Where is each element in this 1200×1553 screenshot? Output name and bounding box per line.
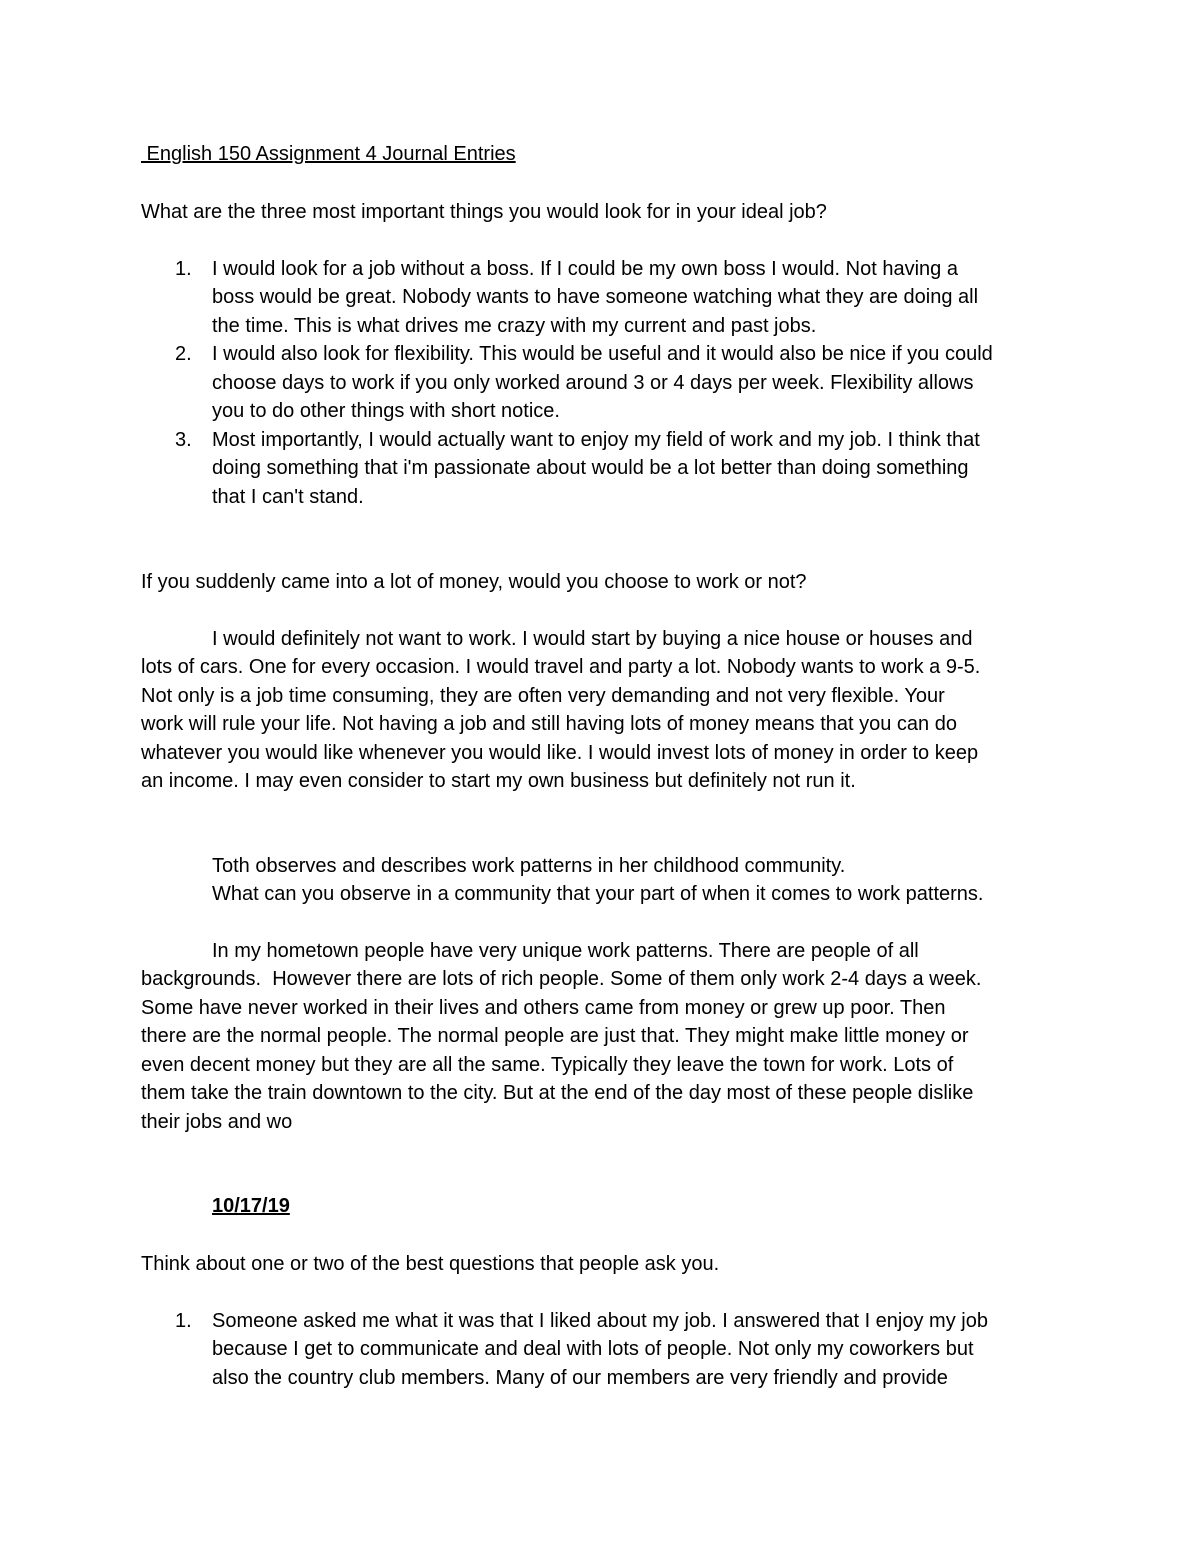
answer-paragraph-line: I would definitely not want to work. I would start by buying a nice house or houses and xyxy=(212,628,973,650)
answer-paragraph-line: work will rule your life. Not having a job and still having lots of money means that you can do xyxy=(141,713,957,735)
entry-date: 10/17/19 xyxy=(212,1195,290,1217)
answer-paragraph-line: even decent money but they are all the same. Typically they leave the town for work. Lots of xyxy=(141,1054,954,1076)
list-item-number: 1. xyxy=(175,258,192,280)
list-item-line: boss would be great. Nobody wants to have someone watching what they are doing all xyxy=(212,286,979,308)
list-item-line: Someone asked me what it was that I liked about my job. I answered that I enjoy my job xyxy=(212,1310,988,1332)
document-title: English 150 Assignment 4 Journal Entries xyxy=(141,143,516,165)
answer-paragraph-line: their jobs and wo xyxy=(141,1111,293,1133)
list-item-line: I would look for a job without a boss. If I could be my own boss I would. Not having a xyxy=(212,258,958,280)
list-item-number: 1. xyxy=(175,1310,192,1332)
answer-paragraph-line: an income. I may even consider to start my own business but definitely not run it. xyxy=(141,770,856,792)
prompt-line: Toth observes and describes work patterns in her childhood community. xyxy=(212,855,846,877)
list-item-line: because I get to communicate and deal with lots of people. Not only my coworkers but xyxy=(212,1338,974,1360)
list-item-number: 3. xyxy=(175,429,192,451)
list-item-line: the time. This is what drives me crazy with my current and past jobs. xyxy=(212,315,817,337)
list-item-line: you to do other things with short notice. xyxy=(212,400,560,422)
answer-paragraph-line: In my hometown people have very unique work patterns. There are people of all xyxy=(212,940,919,962)
list-item-line: doing something that i'm passionate about would be a lot better than doing something xyxy=(212,457,969,479)
list-item-line: also the country club members. Many of our members are very friendly and provide xyxy=(212,1367,948,1389)
list-item-line: Most importantly, I would actually want to enjoy my field of work and my job. I think that xyxy=(212,429,980,451)
list-item-line: I would also look for flexibility. This would be useful and it would also be nice if you could xyxy=(212,343,993,365)
list-item-line: that I can't stand. xyxy=(212,486,364,508)
answer-paragraph-line: Not only is a job time consuming, they are often very demanding and not very flexible. Your xyxy=(141,685,945,707)
list-item-line: choose days to work if you only worked around 3 or 4 days per week. Flexibility allows xyxy=(212,372,974,394)
prompt-line: What can you observe in a community that your part of when it comes to work patterns. xyxy=(212,883,984,905)
answer-paragraph-line: there are the normal people. The normal people are just that. They might make little money or xyxy=(141,1025,969,1047)
question-best-questions: Think about one or two of the best questions that people ask you. xyxy=(141,1253,720,1275)
list-item-number: 2. xyxy=(175,343,192,365)
question-money: If you suddenly came into a lot of money, would you choose to work or not? xyxy=(141,571,807,593)
answer-paragraph-line: lots of cars. One for every occasion. I would travel and party a lot. Nobody wants to work a 9-5. xyxy=(141,656,981,678)
answer-paragraph-line: whatever you would like whenever you would like. I would invest lots of money in order to keep xyxy=(141,742,979,764)
answer-paragraph-line: backgrounds. However there are lots of rich people. Some of them only work 2-4 days a week. xyxy=(141,968,982,990)
answer-paragraph-line: Some have never worked in their lives and others came from money or grew up poor. Then xyxy=(141,997,946,1019)
answer-paragraph-line: them take the train downtown to the city. But at the end of the day most of these people dislike xyxy=(141,1082,974,1104)
question-ideal-job: What are the three most important things you would look for in your ideal job? xyxy=(141,201,827,223)
